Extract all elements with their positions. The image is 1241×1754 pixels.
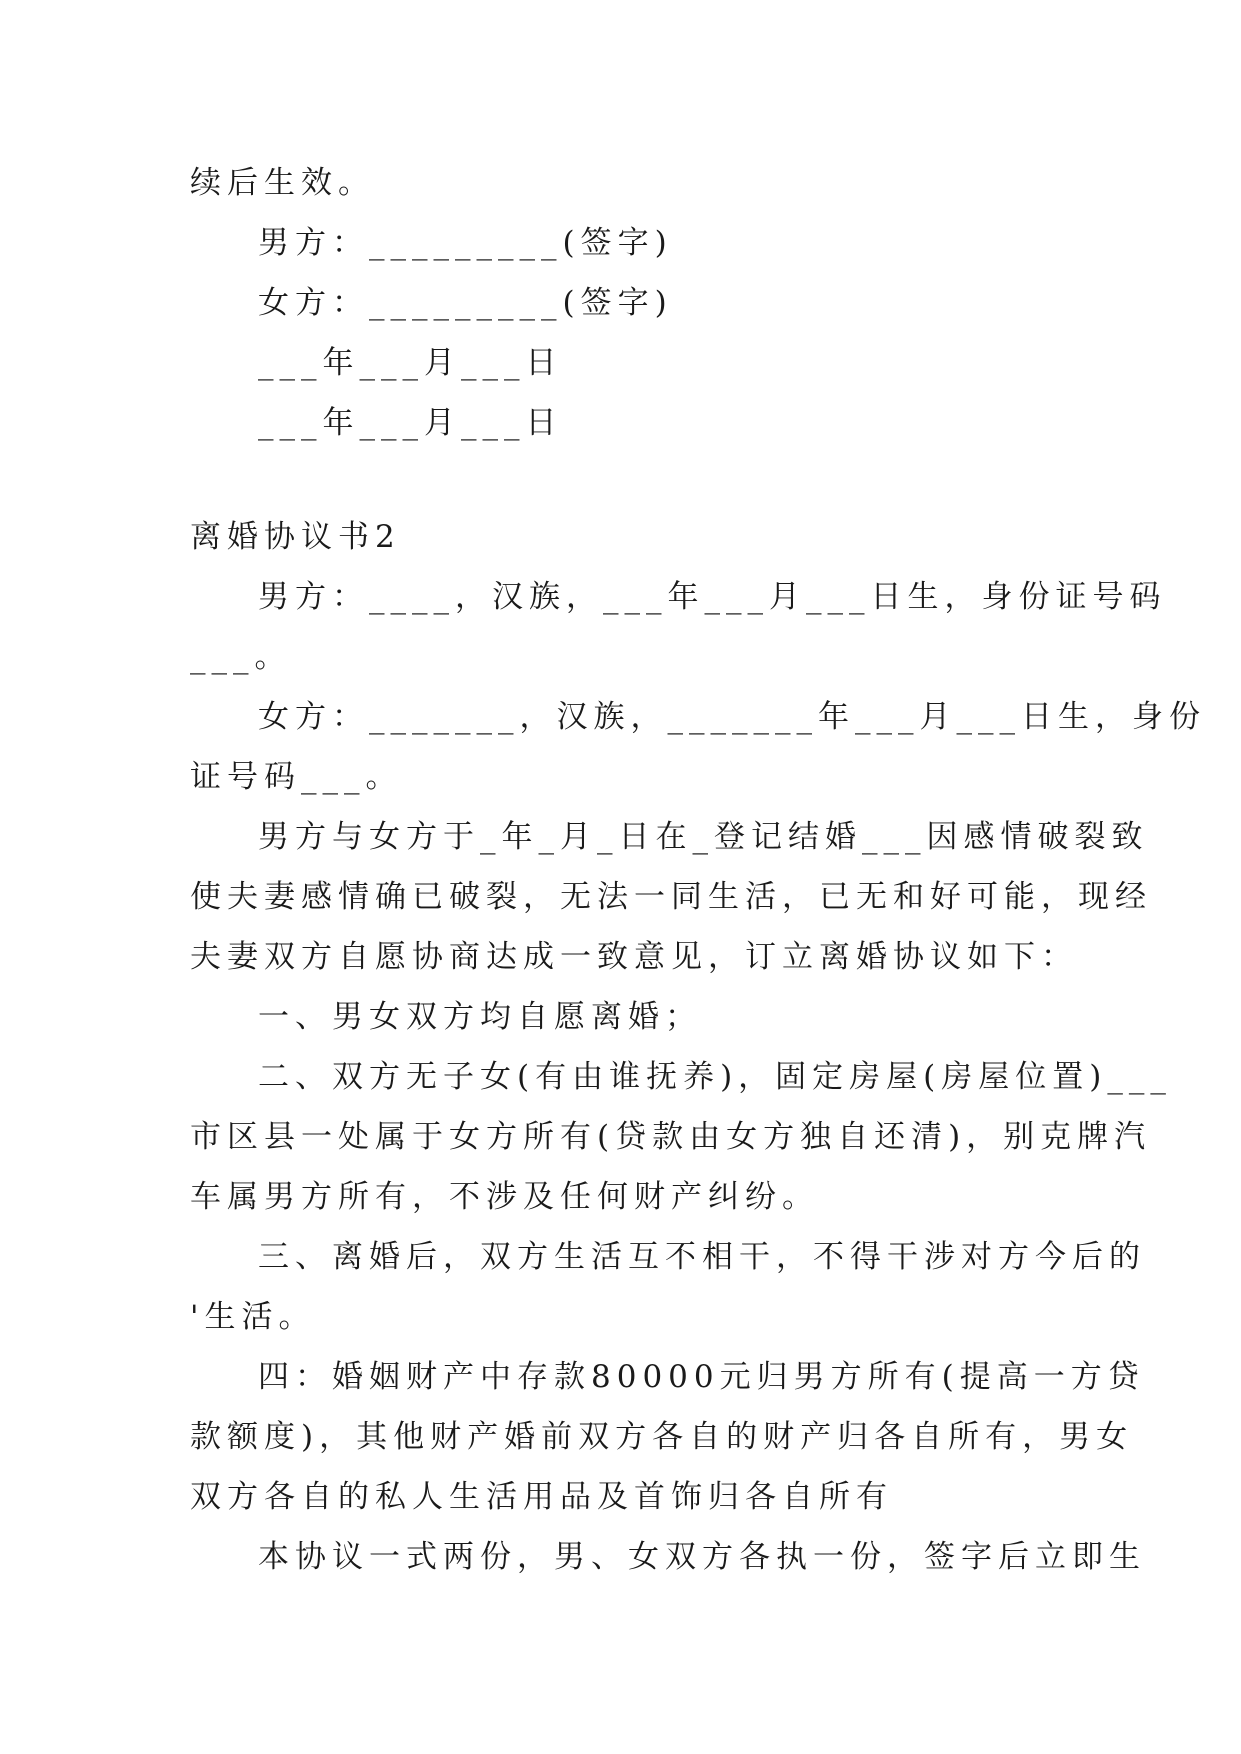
date-line: ___年___月___日 — [258, 345, 563, 381]
text-line: 本协议一式两份，男、女双方各执一份，签字后立即生 — [258, 1539, 1146, 1575]
text-line: 双方各自的私人生活用品及首饰归各自所有 — [190, 1479, 893, 1515]
signature-line-female: 女方：_________(签字) — [258, 285, 673, 321]
text-line: 男方与女方于_年_月_日在_登记结婚___因感情破裂致 — [258, 819, 1149, 855]
text-line: ___。 — [190, 639, 292, 675]
text-line: 男方：____，汉族，___年___月___日生，身份证号码 — [258, 579, 1167, 615]
text-line: 款额度)，其他财产婚前双方各自的财产归各自所有，男女 — [190, 1419, 1134, 1455]
date-line: ___年___月___日 — [258, 405, 563, 441]
text-line: 车属男方所有，不涉及任何财产纠纷。 — [190, 1179, 819, 1215]
text-line: '生活。 — [190, 1299, 316, 1335]
text-line: 使夫妻感情确已破裂，无法一同生活，已无和好可能，现经 — [190, 879, 1152, 915]
section-title: 离婚协议书2 — [190, 519, 401, 555]
text-line: 三、离婚后，双方生活互不相干，不得干涉对方今后的 — [258, 1239, 1146, 1275]
text-line: 二、双方无子女(有由谁抚养)，固定房屋(房屋位置)___ — [258, 1059, 1172, 1095]
text-line: 市区县一处属于女方所有(贷款由女方独自还清)，别克牌汽 — [190, 1119, 1152, 1155]
text-line: 女方：_______，汉族，_______年___月___日生，身份 — [258, 699, 1206, 735]
text-line: 续后生效。 — [190, 165, 375, 201]
signature-line-male: 男方：_________(签字) — [258, 225, 673, 261]
text-line: 夫妻双方自愿协商达成一致意见，订立离婚协议如下： — [190, 939, 1078, 975]
text-line: 一、男女双方均自愿离婚； — [258, 999, 702, 1035]
text-line: 证号码___。 — [190, 759, 403, 795]
text-line: 四：婚姻财产中存款80000元归男方所有(提高一方贷 — [258, 1359, 1145, 1395]
